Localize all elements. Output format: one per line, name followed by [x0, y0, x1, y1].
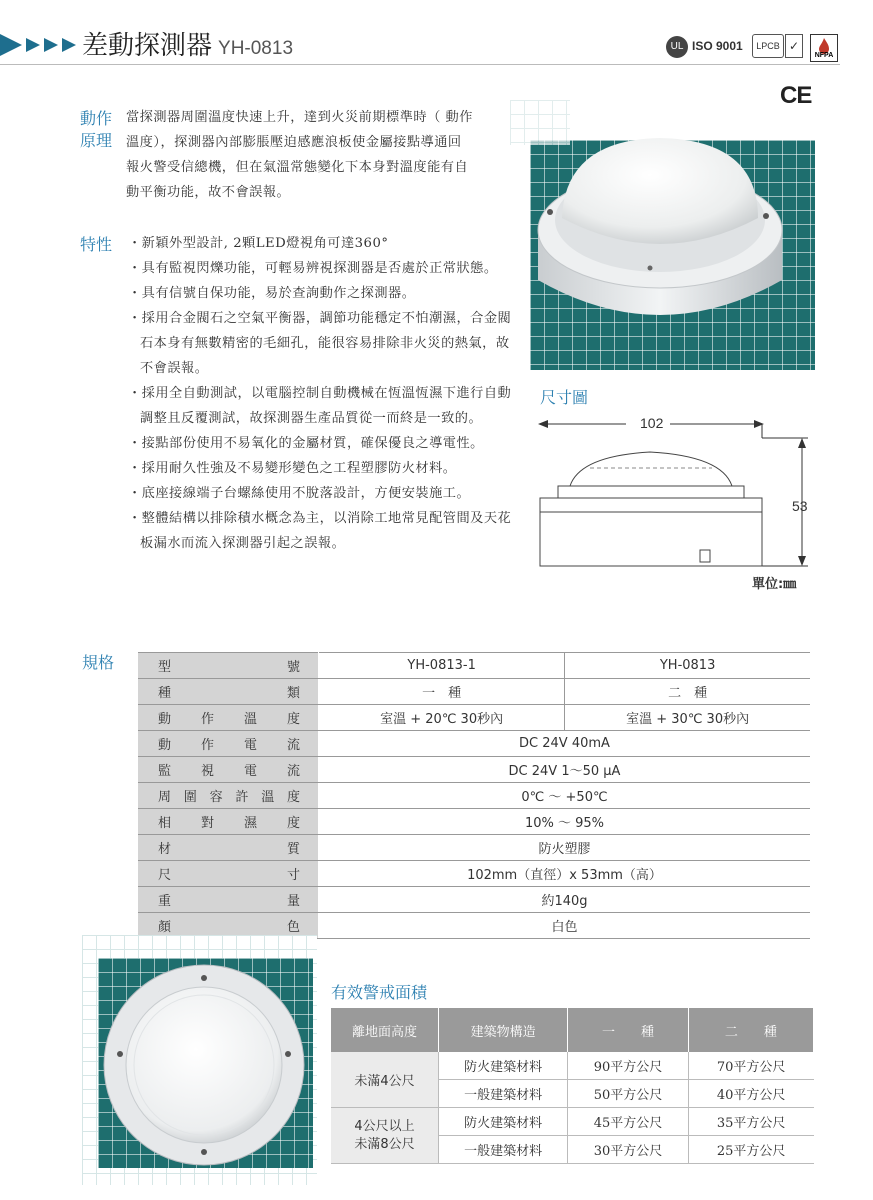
spec-cell: 約140g — [319, 887, 811, 913]
spec-row-label: 動作溫度 — [138, 705, 319, 731]
principle-label-line-2: 原理 — [80, 131, 113, 150]
table-row — [138, 731, 810, 757]
lpcb-logo-icon: LPCB — [752, 34, 784, 58]
feature-item: ・採用全自動測試，以電腦控制自動機械在恆溫恆濕下進行自動調整且反覆測試，故探測器生產品質從一而終是一致的。 — [128, 386, 512, 426]
spec-row-label: 尺寸 — [138, 861, 319, 887]
feature-item: ・新穎外型設計, 2顆LED燈視角可達360° — [128, 236, 389, 251]
spec-cell: 10% ～ 95% — [319, 809, 811, 835]
area-cell: 70平方公尺 — [688, 1052, 813, 1080]
table-header-cell: 建築物構造 — [438, 1008, 567, 1052]
table-row — [138, 809, 810, 835]
table-header-cell: 離地面高度 — [331, 1008, 438, 1052]
detector-top-view-photo — [98, 960, 313, 1170]
spec-cell: 二 種 — [565, 679, 810, 705]
ul-logo-icon: UL — [666, 36, 688, 58]
structure-cell: 防火建築材料 — [438, 1108, 567, 1136]
area-cell: 90平方公尺 — [568, 1052, 688, 1080]
principle-line: 溫度），探測器內部膨脹壓迫感應浪板使金屬接點導通回 — [126, 135, 462, 150]
spec-cell: 102mm（直徑）x 53mm（高） — [319, 861, 811, 887]
feature-item: ・具有信號自保功能，易於查詢動作之探測器。 — [128, 286, 416, 301]
principle-line: 當探測器周圍溫度快速上升，達到火災前期標準時（ 動作 — [126, 110, 473, 125]
table-row — [138, 757, 810, 783]
check-mark-icon: ✓ — [785, 34, 803, 58]
spec-row-label: 型號 — [138, 653, 319, 679]
spec-row-label: 顏色 — [138, 913, 319, 939]
feature-item: ・採用耐久性強及不易變形變色之工程塑膠防火材料。 — [128, 461, 457, 476]
table-header-cell: 一 種 — [568, 1008, 688, 1052]
structure-cell: 一般建築材料 — [438, 1136, 567, 1164]
spec-cell: 0℃ ～ +50℃ — [319, 783, 811, 809]
height-cell: 4公尺以上 未滿8公尺 — [331, 1108, 438, 1164]
spec-cell: YH-0813-1 — [319, 653, 565, 679]
principle-text — [126, 105, 526, 205]
product-name: 差動探測器 — [82, 31, 213, 61]
spec-row-label: 重量 — [138, 887, 319, 913]
principle-line: 動平衡功能，故不會誤報。 — [126, 185, 291, 200]
principle-line: 報火警受信總機，但在氣溫常態變化下本身對溫度能有自 — [126, 160, 469, 175]
spec-row-label: 監視電流 — [138, 757, 319, 783]
page-title — [82, 30, 293, 65]
spec-cell: YH-0813 — [565, 653, 810, 679]
table-row — [138, 783, 810, 809]
product-model: YH-0813 — [218, 38, 294, 59]
header-divider — [0, 64, 840, 65]
feature-item: ・接點部份使用不易氧化的金屬材質，確保優良之導電性。 — [128, 436, 484, 451]
dimension-title: 尺寸圖 — [540, 388, 589, 407]
dimension-height-label: 53 — [792, 498, 808, 514]
spec-cell: 室溫 + 30℃ 30秒內 — [565, 705, 810, 731]
table-row — [138, 835, 810, 861]
spec-cell: 白色 — [319, 913, 811, 939]
principle-label-line-1: 動作 — [80, 109, 113, 128]
spec-row-label: 相對濕度 — [138, 809, 319, 835]
area-title: 有效警戒面積 — [331, 983, 428, 1002]
dimension-unit-label: 單位:㎜ — [752, 577, 797, 592]
spec-cell: 室溫 + 20℃ 30秒內 — [319, 705, 565, 731]
table-header-cell: 二 種 — [688, 1008, 813, 1052]
iso-label: ISO 9001 — [692, 39, 743, 53]
spec-label: 規格 — [82, 653, 115, 672]
principle-label — [80, 108, 112, 152]
area-cell: 30平方公尺 — [568, 1136, 688, 1164]
area-cell: 40平方公尺 — [688, 1080, 813, 1108]
area-cell: 50平方公尺 — [568, 1080, 688, 1108]
title-arrows — [0, 30, 80, 60]
area-cell: 45平方公尺 — [568, 1108, 688, 1136]
dimension-diagram — [530, 408, 820, 578]
nfpa-label: NFPA — [814, 52, 834, 59]
feature-item: ・採用合金閥石之空氣平衡器，調節功能穩定不怕潮濕，合金閥石本身有無數精密的毛細孔，能很容易排除非火災的熱氣，故不會誤報。 — [128, 311, 512, 376]
structure-cell: 防火建築材料 — [438, 1052, 567, 1080]
spec-cell: DC 24V 40mA — [319, 731, 811, 757]
feature-item: ・具有監視閃爍功能，可輕易辨視探測器是否處於正常狀態。 — [128, 261, 498, 276]
feature-item: ・底座接線端子台螺絲使用不脫落設計，方便安裝施工。 — [128, 486, 471, 501]
spec-cell: 一 種 — [319, 679, 565, 705]
dimension-width-label: 102 — [636, 415, 667, 431]
structure-cell: 一般建築材料 — [438, 1080, 567, 1108]
nfpa-logo-icon — [810, 34, 838, 62]
spec-cell: DC 24V 1～50 μA — [319, 757, 811, 783]
features-label: 特性 — [80, 235, 113, 254]
spec-row-label: 種類 — [138, 679, 319, 705]
table-row — [138, 653, 810, 679]
table-row — [331, 1052, 814, 1080]
table-row — [138, 887, 810, 913]
spec-row-label: 材質 — [138, 835, 319, 861]
table-row — [138, 705, 810, 731]
table-row — [138, 861, 810, 887]
table-row — [138, 679, 810, 705]
spec-row-label: 動作電流 — [138, 731, 319, 757]
ce-mark: CE — [780, 82, 812, 109]
area-cell: 35平方公尺 — [688, 1108, 813, 1136]
area-cell: 25平方公尺 — [688, 1136, 813, 1164]
spec-row-label: 周圍容許溫度 — [138, 783, 319, 809]
feature-item: ・整體結構以排除積水概念為主，以消除工地常見配管間及天花板漏水而流入探測器引起之誤報。 — [128, 511, 512, 551]
table-header-row — [331, 1008, 814, 1052]
spec-cell: 防火塑膠 — [319, 835, 811, 861]
area-table — [331, 1008, 814, 1164]
detector-photo — [520, 120, 820, 360]
features-list — [128, 231, 520, 556]
height-cell: 未滿4公尺 — [331, 1052, 438, 1108]
spec-table — [138, 652, 810, 939]
table-row — [331, 1108, 814, 1136]
